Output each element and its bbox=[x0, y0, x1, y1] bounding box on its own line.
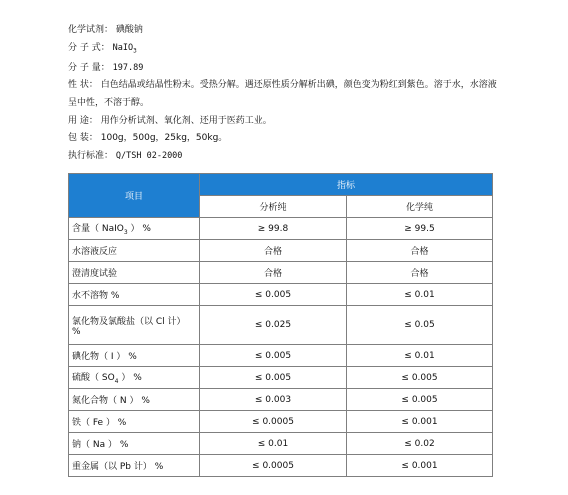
row-chemical-value: ≤ 0.001 bbox=[347, 455, 493, 477]
row-item-name bbox=[69, 411, 200, 433]
usage-value: 用作分析试剂、氧化剂、还用于医药工业。 bbox=[100, 115, 272, 126]
row-analytical-value: 合格 bbox=[200, 262, 347, 284]
weight-value: 197.89 bbox=[112, 62, 144, 73]
header-analytical: 分析纯 bbox=[200, 196, 347, 218]
standard-line bbox=[68, 148, 498, 166]
row-item-name bbox=[69, 433, 200, 455]
row-item-name bbox=[69, 345, 200, 367]
table-row bbox=[69, 455, 493, 477]
row-name-text: 水不溶物 % bbox=[72, 291, 120, 301]
formula-prefix: NaIO bbox=[112, 42, 134, 53]
table-row bbox=[69, 411, 493, 433]
row-item-name bbox=[69, 306, 200, 345]
row-name-suffix: ） % bbox=[118, 373, 142, 384]
formula-value bbox=[113, 43, 137, 53]
row-analytical-value: ≤ 0.025 bbox=[200, 306, 347, 345]
row-name-subscript: 3 bbox=[123, 228, 128, 236]
row-chemical-value: 合格 bbox=[347, 262, 493, 284]
row-chemical-value: ≤ 0.01 bbox=[347, 345, 493, 367]
row-chemical-value: ≤ 0.005 bbox=[347, 389, 493, 411]
standard-label: 执行标准： bbox=[68, 150, 114, 161]
header-index: 指标 bbox=[200, 174, 493, 196]
header-chemical: 化学纯 bbox=[347, 196, 493, 218]
row-chemical-value: ≤ 0.01 bbox=[347, 284, 493, 306]
row-analytical-value: ≥ 99.8 bbox=[200, 218, 347, 240]
row-chemical-value: ≤ 0.05 bbox=[347, 306, 493, 345]
row-name-text: 硫酸（ SO bbox=[72, 373, 115, 384]
weight-line bbox=[68, 60, 498, 78]
formula-label: 分 子 式： bbox=[68, 42, 110, 53]
row-analytical-value: ≤ 0.005 bbox=[200, 284, 347, 306]
properties-value: 白色结晶或结晶性粉末。受热分解。遇还原性质分解析出碘，颜色变为粉红到紫色。溶于水，水溶液呈中性，不溶于醇。 bbox=[68, 80, 497, 109]
usage-label: 用 途： bbox=[68, 115, 98, 126]
row-analytical-value: 合格 bbox=[200, 240, 347, 262]
table-row bbox=[69, 367, 493, 389]
properties-line bbox=[68, 77, 498, 112]
table-row bbox=[69, 218, 493, 240]
standard-value: Q/TSH 02-2000 bbox=[115, 150, 183, 161]
row-analytical-value: ≤ 0.005 bbox=[200, 345, 347, 367]
row-analytical-value: ≤ 0.0005 bbox=[200, 411, 347, 433]
row-name-text: 碘化物（ I ） % bbox=[72, 352, 137, 362]
row-chemical-value: ≤ 0.005 bbox=[347, 367, 493, 389]
table-row bbox=[69, 433, 493, 455]
table-row bbox=[69, 345, 493, 367]
header-item: 项目 bbox=[69, 174, 200, 218]
row-analytical-value: ≤ 0.01 bbox=[200, 433, 347, 455]
row-chemical-value: 合格 bbox=[347, 240, 493, 262]
properties-label: 性 状： bbox=[68, 80, 98, 91]
row-name-text: 水溶液反应 bbox=[72, 247, 118, 257]
row-name-text: 重金属（以 Pb 计） % bbox=[72, 462, 164, 472]
row-item-name bbox=[69, 455, 200, 477]
table-row bbox=[69, 262, 493, 284]
table-row bbox=[69, 240, 493, 262]
row-item-name bbox=[69, 284, 200, 306]
table-row bbox=[69, 306, 493, 345]
spec-rows bbox=[69, 218, 493, 477]
row-item-name bbox=[69, 262, 200, 284]
row-analytical-value: ≤ 0.005 bbox=[200, 367, 347, 389]
row-item-name bbox=[69, 367, 200, 389]
table-row bbox=[69, 284, 493, 306]
formula-sub: 3 bbox=[133, 47, 137, 55]
row-analytical-value: ≤ 0.0005 bbox=[200, 455, 347, 477]
product-info bbox=[68, 22, 498, 165]
row-analytical-value: ≤ 0.003 bbox=[200, 389, 347, 411]
reagent-value: 碘酸钠 bbox=[115, 25, 143, 35]
weight-label: 分 子 量： bbox=[68, 62, 110, 73]
row-name-text: 澄清度试验 bbox=[72, 269, 118, 279]
row-chemical-value: ≥ 99.5 bbox=[347, 218, 493, 240]
usage-line bbox=[68, 113, 498, 131]
row-chemical-value: ≤ 0.001 bbox=[347, 411, 493, 433]
row-item-name bbox=[69, 218, 200, 240]
formula-line bbox=[68, 40, 498, 60]
table-row bbox=[69, 389, 493, 411]
row-name-text: 钠（ Na ） % bbox=[72, 440, 129, 450]
reagent-line bbox=[68, 22, 498, 40]
row-name-text: 氯化物及氯酸盐（以 Cl 计） % bbox=[72, 316, 186, 337]
row-chemical-value: ≤ 0.02 bbox=[347, 433, 493, 455]
row-name-text: 氮化合物（ N ） % bbox=[72, 396, 150, 406]
row-name-subscript: 4 bbox=[114, 377, 119, 385]
package-line bbox=[68, 130, 498, 148]
row-name-text: 铁（ Fe ） % bbox=[72, 418, 127, 428]
row-item-name bbox=[69, 389, 200, 411]
row-name-text: 含量（ NaIO bbox=[72, 224, 124, 235]
package-value: 100g，500g，25kg，50kg。 bbox=[100, 133, 228, 144]
spec-table bbox=[68, 173, 493, 477]
package-label: 包 装： bbox=[68, 133, 98, 144]
reagent-label: 化学试剂： bbox=[68, 25, 114, 35]
row-name-suffix: ） % bbox=[127, 224, 151, 235]
row-item-name bbox=[69, 240, 200, 262]
